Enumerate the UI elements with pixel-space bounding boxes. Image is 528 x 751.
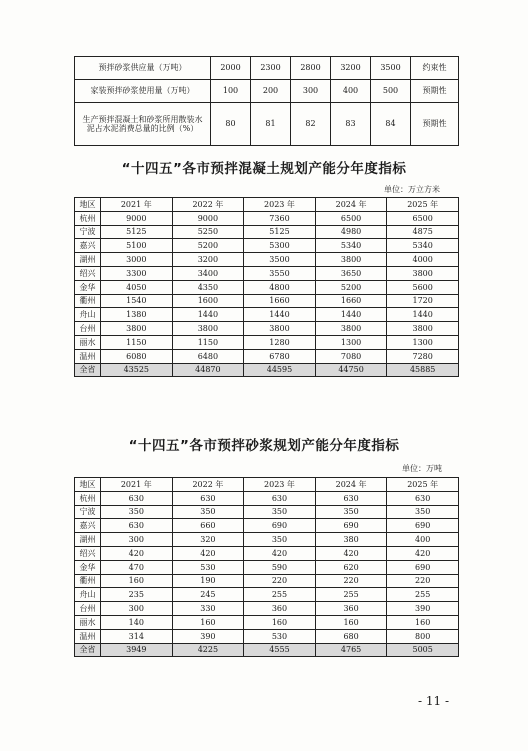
table-row xyxy=(75,491,459,505)
table-cell: 82 xyxy=(291,103,331,146)
table-cell: 630 xyxy=(101,491,173,505)
region-cell: 嘉兴 xyxy=(75,239,101,253)
table-cell: 160 xyxy=(244,615,316,629)
region-cell: 丽水 xyxy=(75,335,101,349)
page-number: - 11 - xyxy=(418,694,450,708)
table-cell: 255 xyxy=(315,588,387,602)
table-cell: 1440 xyxy=(172,308,244,322)
table-cell: 3500 xyxy=(244,253,316,267)
region-cell: 全省 xyxy=(75,643,101,657)
concrete-unit: 单位：万立方米 xyxy=(384,185,440,194)
table-cell: 2000 xyxy=(211,57,251,80)
column-header: 2023 年 xyxy=(244,478,316,492)
region-cell: 温州 xyxy=(75,349,101,363)
table-cell: 1280 xyxy=(244,335,316,349)
table-cell: 350 xyxy=(101,505,173,519)
table-cell: 190 xyxy=(172,574,244,588)
table-cell: 255 xyxy=(387,588,459,602)
total-row xyxy=(75,363,459,377)
table-row xyxy=(75,533,459,547)
table-row xyxy=(75,239,459,253)
total-cell: 44870 xyxy=(172,363,244,377)
row-label: 家装预拌砂浆使用量（万吨） xyxy=(75,80,211,103)
indicator-type: 约束性 xyxy=(411,57,459,80)
table-cell: 3800 xyxy=(101,322,173,336)
total-row xyxy=(75,643,459,657)
table-row xyxy=(75,602,459,616)
concrete-capacity-table xyxy=(74,197,459,377)
column-header: 地区 xyxy=(75,198,101,212)
table-cell: 1440 xyxy=(315,308,387,322)
table-cell: 420 xyxy=(244,546,316,560)
table-cell: 3800 xyxy=(315,253,387,267)
table-cell: 7360 xyxy=(244,211,316,225)
table-cell: 3200 xyxy=(331,57,371,80)
table-cell: 390 xyxy=(387,602,459,616)
table-cell: 255 xyxy=(244,588,316,602)
table-row xyxy=(75,335,459,349)
table-cell: 3800 xyxy=(315,322,387,336)
region-cell: 宁波 xyxy=(75,505,101,519)
header-row xyxy=(75,478,459,492)
table-row xyxy=(75,519,459,533)
table-row xyxy=(75,629,459,643)
table-cell: 9000 xyxy=(172,211,244,225)
table-cell: 4050 xyxy=(101,280,173,294)
table-cell: 400 xyxy=(331,80,371,103)
column-header: 2021 年 xyxy=(101,478,173,492)
table-cell: 83 xyxy=(331,103,371,146)
table-cell: 1440 xyxy=(387,308,459,322)
table-cell: 420 xyxy=(315,546,387,560)
table-cell: 220 xyxy=(387,574,459,588)
region-cell: 绍兴 xyxy=(75,266,101,280)
region-cell: 杭州 xyxy=(75,211,101,225)
table-cell: 3650 xyxy=(315,266,387,280)
table-cell: 360 xyxy=(244,602,316,616)
region-cell: 丽水 xyxy=(75,615,101,629)
region-cell: 台州 xyxy=(75,602,101,616)
table-cell: 4800 xyxy=(244,280,316,294)
total-cell: 43525 xyxy=(101,363,173,377)
table-cell: 160 xyxy=(387,615,459,629)
region-cell: 金华 xyxy=(75,280,101,294)
table-cell: 470 xyxy=(101,560,173,574)
table-cell: 1440 xyxy=(244,308,316,322)
table-cell: 350 xyxy=(387,505,459,519)
row-label: 预拌砂浆供应量（万吨） xyxy=(75,57,211,80)
table-cell: 5200 xyxy=(172,239,244,253)
concrete-table-title: “十四五”各市预拌混凝土规划产能分年度指标 xyxy=(121,161,407,177)
table-cell: 7080 xyxy=(315,349,387,363)
table-cell: 620 xyxy=(315,560,387,574)
table-cell: 6080 xyxy=(101,349,173,363)
table-cell: 300 xyxy=(291,80,331,103)
region-cell: 嘉兴 xyxy=(75,519,101,533)
table-cell: 350 xyxy=(244,533,316,547)
table-cell: 630 xyxy=(315,491,387,505)
table-cell: 5100 xyxy=(101,239,173,253)
region-cell: 湖州 xyxy=(75,533,101,547)
table-cell: 220 xyxy=(315,574,387,588)
table-cell: 1300 xyxy=(315,335,387,349)
table-cell: 2300 xyxy=(251,57,291,80)
total-cell: 45885 xyxy=(387,363,459,377)
table-cell: 630 xyxy=(101,519,173,533)
indicator-type: 预期性 xyxy=(411,80,459,103)
table-cell: 390 xyxy=(172,629,244,643)
table-cell: 3800 xyxy=(244,322,316,336)
table-cell: 3200 xyxy=(172,253,244,267)
table-cell: 84 xyxy=(371,103,411,146)
table-cell: 1660 xyxy=(244,294,316,308)
table-cell: 350 xyxy=(244,505,316,519)
table-row xyxy=(75,225,459,239)
table-cell: 80 xyxy=(211,103,251,146)
column-header: 2023 年 xyxy=(244,198,316,212)
table-cell: 5340 xyxy=(315,239,387,253)
column-header: 2024 年 xyxy=(315,478,387,492)
table-cell: 160 xyxy=(315,615,387,629)
region-cell: 衢州 xyxy=(75,574,101,588)
table-cell: 100 xyxy=(211,80,251,103)
region-cell: 温州 xyxy=(75,629,101,643)
table-cell: 200 xyxy=(251,80,291,103)
table-cell: 1600 xyxy=(172,294,244,308)
indicator-type: 预期性 xyxy=(411,103,459,146)
table-cell: 380 xyxy=(315,533,387,547)
table-cell: 1380 xyxy=(101,308,173,322)
table-cell: 3800 xyxy=(387,322,459,336)
column-header: 地区 xyxy=(75,478,101,492)
table-cell: 350 xyxy=(172,505,244,519)
table-cell: 3000 xyxy=(101,253,173,267)
table-cell: 5200 xyxy=(315,280,387,294)
region-cell: 全省 xyxy=(75,363,101,377)
table-cell: 4350 xyxy=(172,280,244,294)
total-cell: 3949 xyxy=(101,643,173,657)
table-row xyxy=(75,546,459,560)
table-row xyxy=(75,57,459,80)
table-row xyxy=(75,349,459,363)
table-row xyxy=(75,560,459,574)
table-cell: 81 xyxy=(251,103,291,146)
column-header: 2025 年 xyxy=(387,198,459,212)
table-cell: 6480 xyxy=(172,349,244,363)
table-cell: 6780 xyxy=(244,349,316,363)
region-cell: 台州 xyxy=(75,322,101,336)
mortar-table-title: “十四五”各市预拌砂浆规划产能分年度指标 xyxy=(128,438,400,454)
table-cell: 220 xyxy=(244,574,316,588)
table-cell: 360 xyxy=(315,602,387,616)
table-row xyxy=(75,615,459,629)
table-cell: 140 xyxy=(101,615,173,629)
table-cell: 5600 xyxy=(387,280,459,294)
table-cell: 4000 xyxy=(387,253,459,267)
table-cell: 5125 xyxy=(101,225,173,239)
table-row xyxy=(75,280,459,294)
table-cell: 4980 xyxy=(315,225,387,239)
table-cell: 3800 xyxy=(387,266,459,280)
table-cell: 320 xyxy=(172,533,244,547)
table-cell: 420 xyxy=(101,546,173,560)
region-cell: 舟山 xyxy=(75,308,101,322)
column-header: 2025 年 xyxy=(387,478,459,492)
table-cell: 1150 xyxy=(172,335,244,349)
table-cell: 690 xyxy=(244,519,316,533)
total-cell: 44595 xyxy=(244,363,316,377)
table-cell: 5125 xyxy=(244,225,316,239)
table-cell: 5340 xyxy=(387,239,459,253)
table-cell: 630 xyxy=(244,491,316,505)
table-cell: 5300 xyxy=(244,239,316,253)
table-cell: 400 xyxy=(387,533,459,547)
table-row xyxy=(75,308,459,322)
table-cell: 690 xyxy=(387,560,459,574)
table-row xyxy=(75,294,459,308)
region-cell: 衢州 xyxy=(75,294,101,308)
table-row xyxy=(75,588,459,602)
table-cell: 1150 xyxy=(101,335,173,349)
table-cell: 4875 xyxy=(387,225,459,239)
table-cell: 314 xyxy=(101,629,173,643)
table-cell: 235 xyxy=(101,588,173,602)
header-row xyxy=(75,198,459,212)
table-cell: 800 xyxy=(387,629,459,643)
table-row xyxy=(75,574,459,588)
row-label: 生产预拌混凝土和砂浆所用散装水泥占水泥消费总量的比例（%） xyxy=(75,103,211,146)
table-cell: 3400 xyxy=(172,266,244,280)
table-cell: 3800 xyxy=(172,322,244,336)
table-cell: 160 xyxy=(172,615,244,629)
table-cell: 3300 xyxy=(101,266,173,280)
total-cell: 4225 xyxy=(172,643,244,657)
column-header: 2021 年 xyxy=(101,198,173,212)
mortar-capacity-table xyxy=(74,477,459,657)
table-cell: 630 xyxy=(387,491,459,505)
table-cell: 6500 xyxy=(315,211,387,225)
table-cell: 300 xyxy=(101,602,173,616)
total-cell: 4555 xyxy=(244,643,316,657)
table-cell: 530 xyxy=(172,560,244,574)
region-cell: 湖州 xyxy=(75,253,101,267)
column-header: 2024 年 xyxy=(315,198,387,212)
table-cell: 350 xyxy=(315,505,387,519)
table-row xyxy=(75,266,459,280)
table-cell: 690 xyxy=(315,519,387,533)
region-cell: 舟山 xyxy=(75,588,101,602)
table-cell: 3500 xyxy=(371,57,411,80)
region-cell: 绍兴 xyxy=(75,546,101,560)
mortar-unit: 单位：万吨 xyxy=(402,464,442,473)
table-cell: 420 xyxy=(387,546,459,560)
indicator-table xyxy=(74,56,459,146)
column-header: 2022 年 xyxy=(172,198,244,212)
table-row xyxy=(75,505,459,519)
table-cell: 530 xyxy=(244,629,316,643)
table-cell: 1540 xyxy=(101,294,173,308)
table-cell: 5250 xyxy=(172,225,244,239)
total-cell: 5005 xyxy=(387,643,459,657)
table-cell: 300 xyxy=(101,533,173,547)
total-cell: 4765 xyxy=(315,643,387,657)
table-cell: 1660 xyxy=(315,294,387,308)
table-cell: 500 xyxy=(371,80,411,103)
table-cell: 1300 xyxy=(387,335,459,349)
table-cell: 690 xyxy=(387,519,459,533)
table-cell: 160 xyxy=(101,574,173,588)
table-cell: 590 xyxy=(244,560,316,574)
table-cell: 245 xyxy=(172,588,244,602)
total-cell: 44750 xyxy=(315,363,387,377)
table-cell: 3550 xyxy=(244,266,316,280)
region-cell: 金华 xyxy=(75,560,101,574)
table-row xyxy=(75,322,459,336)
table-cell: 7280 xyxy=(387,349,459,363)
table-row xyxy=(75,211,459,225)
table-cell: 2800 xyxy=(291,57,331,80)
table-cell: 420 xyxy=(172,546,244,560)
table-row xyxy=(75,103,459,146)
table-cell: 660 xyxy=(172,519,244,533)
table-cell: 330 xyxy=(172,602,244,616)
table-cell: 680 xyxy=(315,629,387,643)
table-cell: 1720 xyxy=(387,294,459,308)
table-row xyxy=(75,80,459,103)
table-cell: 630 xyxy=(172,491,244,505)
region-cell: 杭州 xyxy=(75,491,101,505)
region-cell: 宁波 xyxy=(75,225,101,239)
table-cell: 9000 xyxy=(101,211,173,225)
table-cell: 6500 xyxy=(387,211,459,225)
column-header: 2022 年 xyxy=(172,478,244,492)
table-row xyxy=(75,253,459,267)
